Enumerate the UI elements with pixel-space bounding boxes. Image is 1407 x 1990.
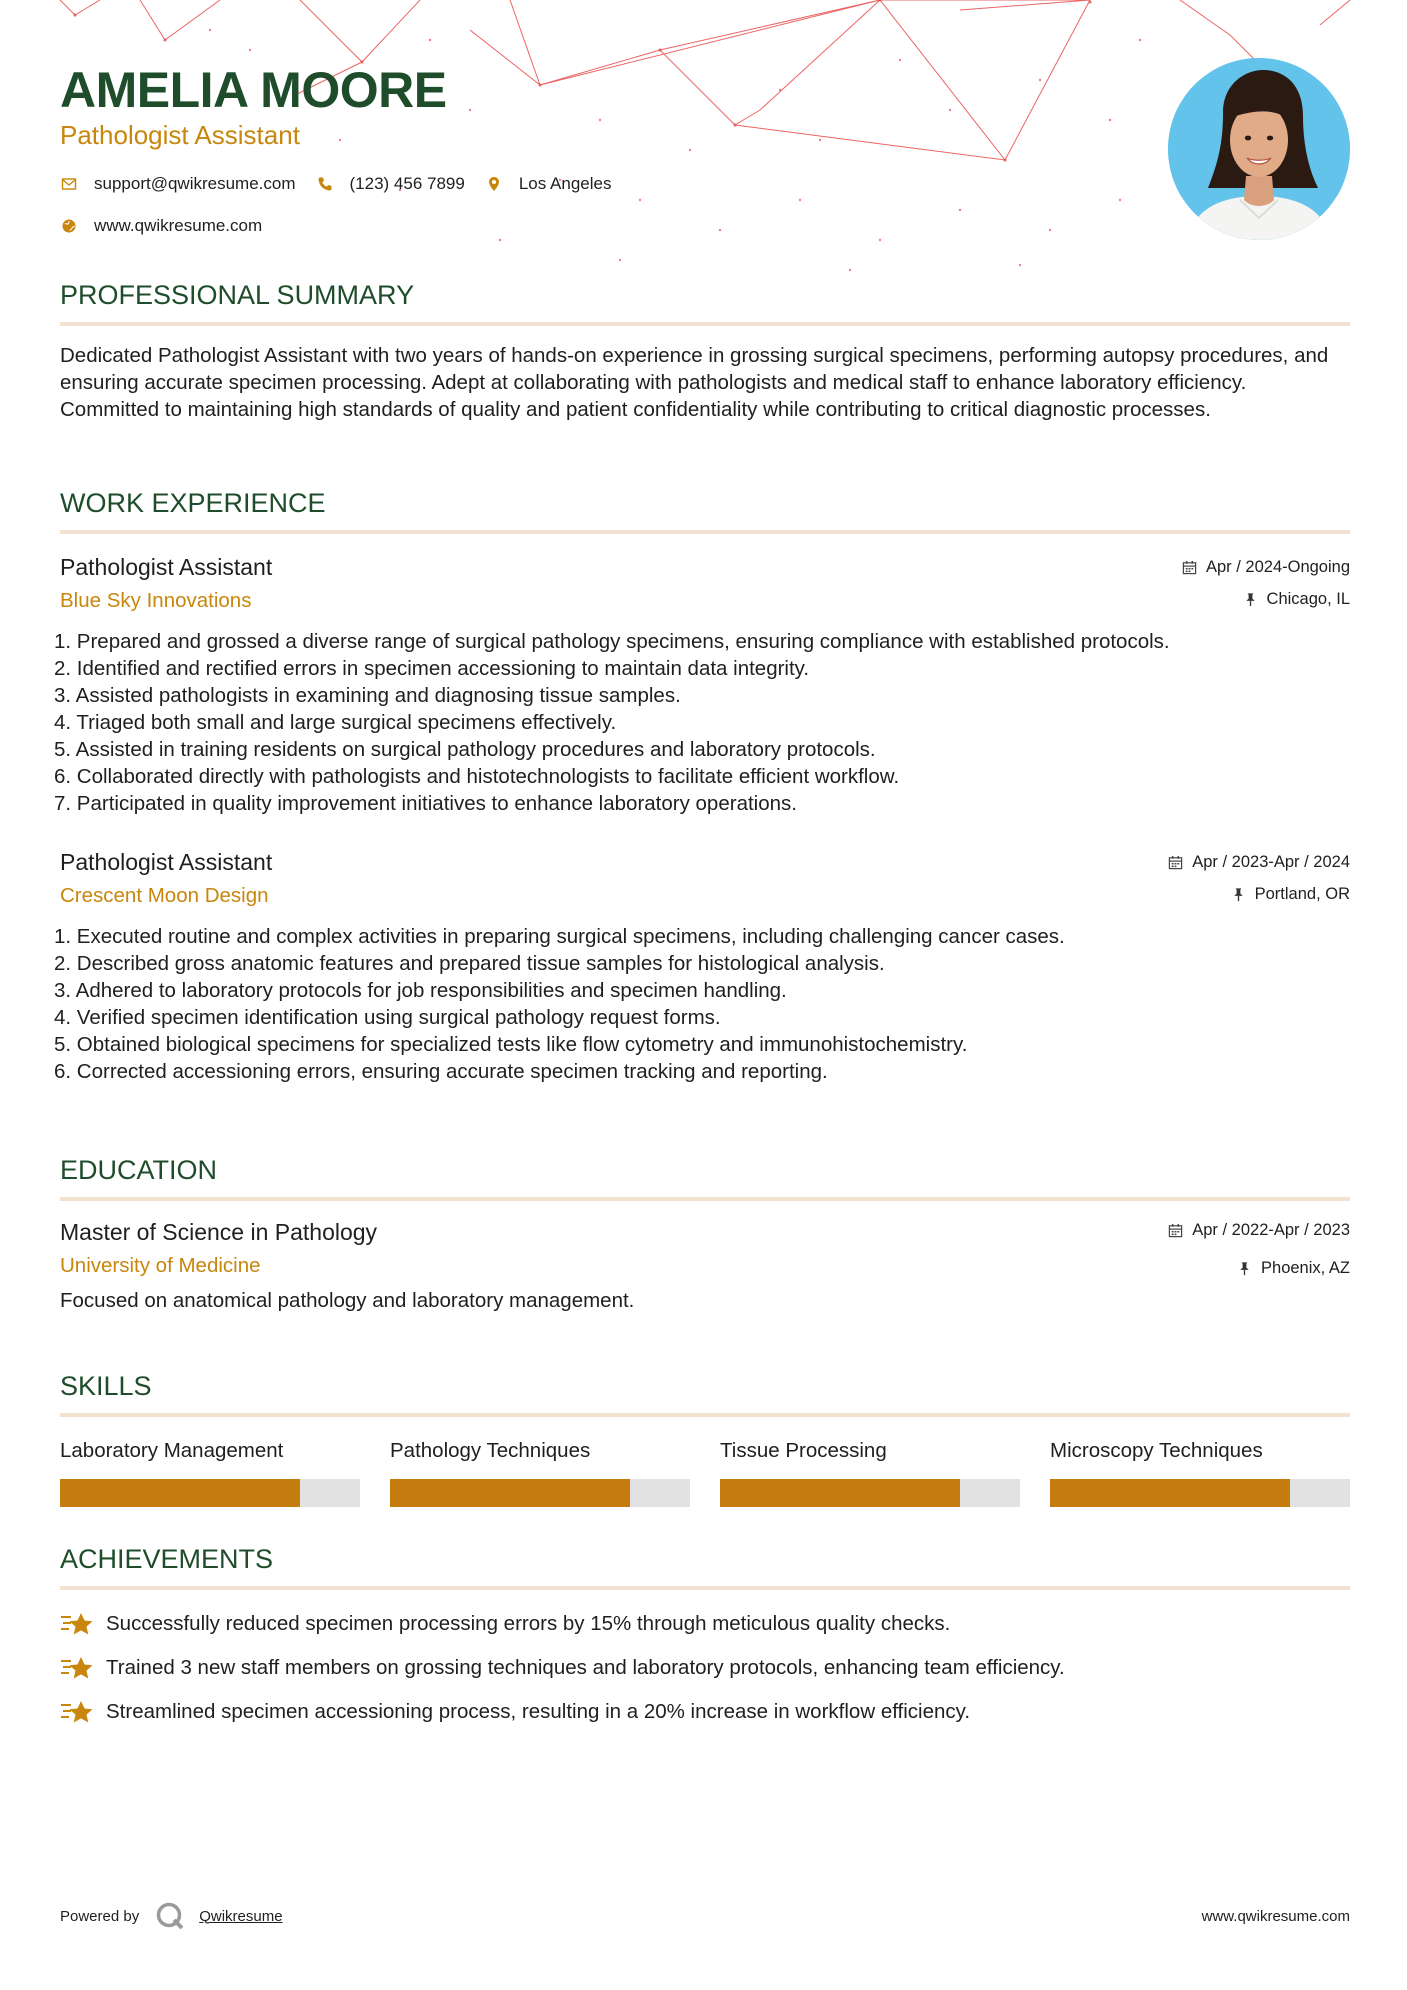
job-dates-text: Apr / 2023-Apr / 2024 <box>1192 853 1350 871</box>
shooting-star-icon <box>60 1697 94 1727</box>
job-bullet: 4. Verified specimen identification using surgical pathology request forms. <box>54 1006 721 1029</box>
skill-level-fill <box>60 1479 300 1507</box>
phone-text: (123) 456 7899 <box>349 174 465 193</box>
summary-text: Dedicated Pathologist Assistant with two years of hands-on experience in grossing surgical specimens, performing autopsy procedures, and ensuring accurate specimen processing. Adept at collaborating with pathologists and medical staff to enhance laboratory efficiency. Committed to maintaining high standards of quality and patient confidentiality while contributing to critical diagnostic processes. <box>60 344 1329 421</box>
job-company: Crescent Moon Design <box>60 884 269 907</box>
envelope-icon <box>60 175 78 193</box>
contact-row <box>60 172 1140 196</box>
skill-level-fill <box>1050 1479 1290 1507</box>
skill-level-bar <box>1050 1479 1350 1507</box>
job-location <box>1231 885 1350 904</box>
job-bullet: 2. Described gross anatomic features and prepared tissue samples for histological analysis. <box>54 952 885 975</box>
job-location-text: Portland, OR <box>1254 885 1350 903</box>
qwikresume-link[interactable]: Qwikresume <box>199 1907 283 1925</box>
skill-name: Pathology Techniques <box>390 1439 591 1462</box>
achievement-text: Successfully reduced specimen processing errors by 15% through meticulous quality checks. <box>106 1612 951 1635</box>
page-footer <box>60 1898 1350 1934</box>
skill-name: Microscopy Techniques <box>1050 1439 1263 1462</box>
job-bullet: 6. Collaborated directly with pathologists and histotechnologists to facilitate efficient workflow. <box>54 765 900 788</box>
calendar-icon <box>1168 855 1183 870</box>
job-location <box>1243 590 1350 609</box>
section-divider <box>60 1197 1350 1201</box>
email-text: support@qwikresume.com <box>94 174 296 193</box>
job-bullets <box>54 923 1350 1085</box>
job-location-text: Chicago, IL <box>1266 590 1350 608</box>
resume-header <box>60 60 1140 238</box>
job-bullets <box>54 628 1350 817</box>
job-bullet: 5. Assisted in training residents on surgical pathology procedures and laboratory protocols. <box>54 738 876 761</box>
skill-level-fill <box>720 1479 960 1507</box>
job-bullet: 1. Executed routine and complex activities in preparing surgical specimens, including challenging cancer cases. <box>54 925 1065 948</box>
section-divider <box>60 1586 1350 1590</box>
section-divider <box>60 1413 1350 1417</box>
calendar-icon <box>1168 1223 1183 1238</box>
section-title-achievements: ACHIEVEMENTS <box>60 1544 274 1574</box>
skill-item <box>60 1437 360 1507</box>
pushpin-icon <box>1231 887 1246 902</box>
job-bullet: 1. Prepared and grossed a diverse range of surgical pathology specimens, ensuring compliance with established protocols. <box>54 630 1170 653</box>
contact-phone[interactable] <box>316 174 465 194</box>
powered-by-label: Powered by <box>60 1907 140 1925</box>
achievements-section <box>60 1542 1350 1734</box>
job-entry <box>54 847 1350 1085</box>
location-text: Los Angeles <box>518 174 612 193</box>
shooting-star-icon <box>60 1609 94 1639</box>
achievements-list <box>60 1602 1350 1734</box>
achievement-item <box>60 1690 1350 1734</box>
skills-section <box>60 1369 1350 1507</box>
contact-location <box>485 174 612 194</box>
footer-url[interactable]: www.qwikresume.com <box>1201 1907 1350 1925</box>
powered-by <box>60 1901 283 1931</box>
achievement-item <box>60 1646 1350 1690</box>
degree-title: Master of Science in Pathology <box>60 1219 378 1245</box>
education-dates <box>1168 1221 1350 1240</box>
skill-item <box>1050 1437 1350 1507</box>
achievement-text: Streamlined specimen accessioning process, resulting in a 20% increase in workflow efficiency. <box>106 1700 971 1723</box>
contact-email[interactable] <box>60 174 296 194</box>
shooting-star-icon <box>60 1653 94 1683</box>
education-location-text: Phoenix, AZ <box>1261 1259 1350 1277</box>
skill-level-fill <box>390 1479 630 1507</box>
qwikresume-logo-icon <box>155 1901 185 1931</box>
job-title: Pathologist Assistant <box>60 554 273 580</box>
skill-level-bar <box>390 1479 690 1507</box>
job-dates <box>1182 558 1350 577</box>
job-title: Pathologist Assistant <box>60 849 273 875</box>
skill-name: Laboratory Management <box>60 1439 284 1462</box>
skill-item <box>720 1437 1020 1507</box>
job-dates <box>1168 853 1350 872</box>
section-title-skills: SKILLS <box>60 1371 152 1401</box>
profile-photo <box>1168 58 1350 240</box>
skills-list <box>60 1437 1350 1507</box>
contact-row-website <box>60 214 1140 238</box>
section-title-education: EDUCATION <box>60 1155 218 1185</box>
job-bullet: 4. Triaged both small and large surgical specimens effectively. <box>54 711 617 734</box>
skill-name: Tissue Processing <box>720 1439 887 1462</box>
contact-website[interactable] <box>60 216 262 236</box>
education-section <box>60 1153 1350 1314</box>
job-bullet: 3. Assisted pathologists in examining and diagnosing tissue samples. <box>54 684 681 707</box>
globe-icon <box>60 217 78 235</box>
job-bullet: 2. Identified and rectified errors in specimen accessioning to maintain data integrity. <box>54 657 810 680</box>
pushpin-icon <box>1243 592 1258 607</box>
skill-item <box>390 1437 690 1507</box>
job-company: Blue Sky Innovations <box>60 589 252 612</box>
education-dates-text: Apr / 2022-Apr / 2023 <box>1192 1221 1350 1239</box>
job-entry <box>54 552 1350 817</box>
calendar-icon <box>1182 560 1197 575</box>
job-dates-text: Apr / 2024-Ongoing <box>1205 558 1350 576</box>
summary-section <box>60 278 1350 423</box>
job-bullet: 6. Corrected accessioning errors, ensuring accurate specimen tracking and reporting. <box>54 1060 828 1083</box>
section-title-experience: WORK EXPERIENCE <box>60 488 326 518</box>
skill-level-bar <box>60 1479 360 1507</box>
candidate-name: AMELIA MOORE <box>60 62 447 118</box>
experience-section <box>54 486 1350 1085</box>
website-text: www.qwikresume.com <box>94 216 263 235</box>
job-bullet: 5. Obtained biological specimens for specialized tests like flow cytometry and immunohistochemistry. <box>54 1033 968 1056</box>
education-description: Focused on anatomical pathology and laboratory management. <box>60 1289 635 1312</box>
map-pin-icon <box>485 175 503 193</box>
achievement-text: Trained 3 new staff members on grossing techniques and laboratory protocols, enhancing team efficiency. <box>106 1656 1065 1679</box>
job-bullet: 3. Adhered to laboratory protocols for job responsibilities and specimen handling. <box>54 979 787 1002</box>
section-divider <box>60 322 1350 326</box>
pushpin-icon <box>1237 1261 1252 1276</box>
section-divider <box>60 530 1350 534</box>
achievement-item <box>60 1602 1350 1646</box>
candidate-role: Pathologist Assistant <box>60 120 300 150</box>
education-entry <box>60 1217 1350 1314</box>
phone-icon <box>316 175 334 193</box>
skill-level-bar <box>720 1479 1020 1507</box>
education-location <box>1237 1259 1350 1278</box>
section-title-summary: PROFESSIONAL SUMMARY <box>60 280 415 310</box>
job-bullet: 7. Participated in quality improvement initiatives to enhance laboratory operations. <box>54 792 797 815</box>
school-name: University of Medicine <box>60 1254 261 1277</box>
